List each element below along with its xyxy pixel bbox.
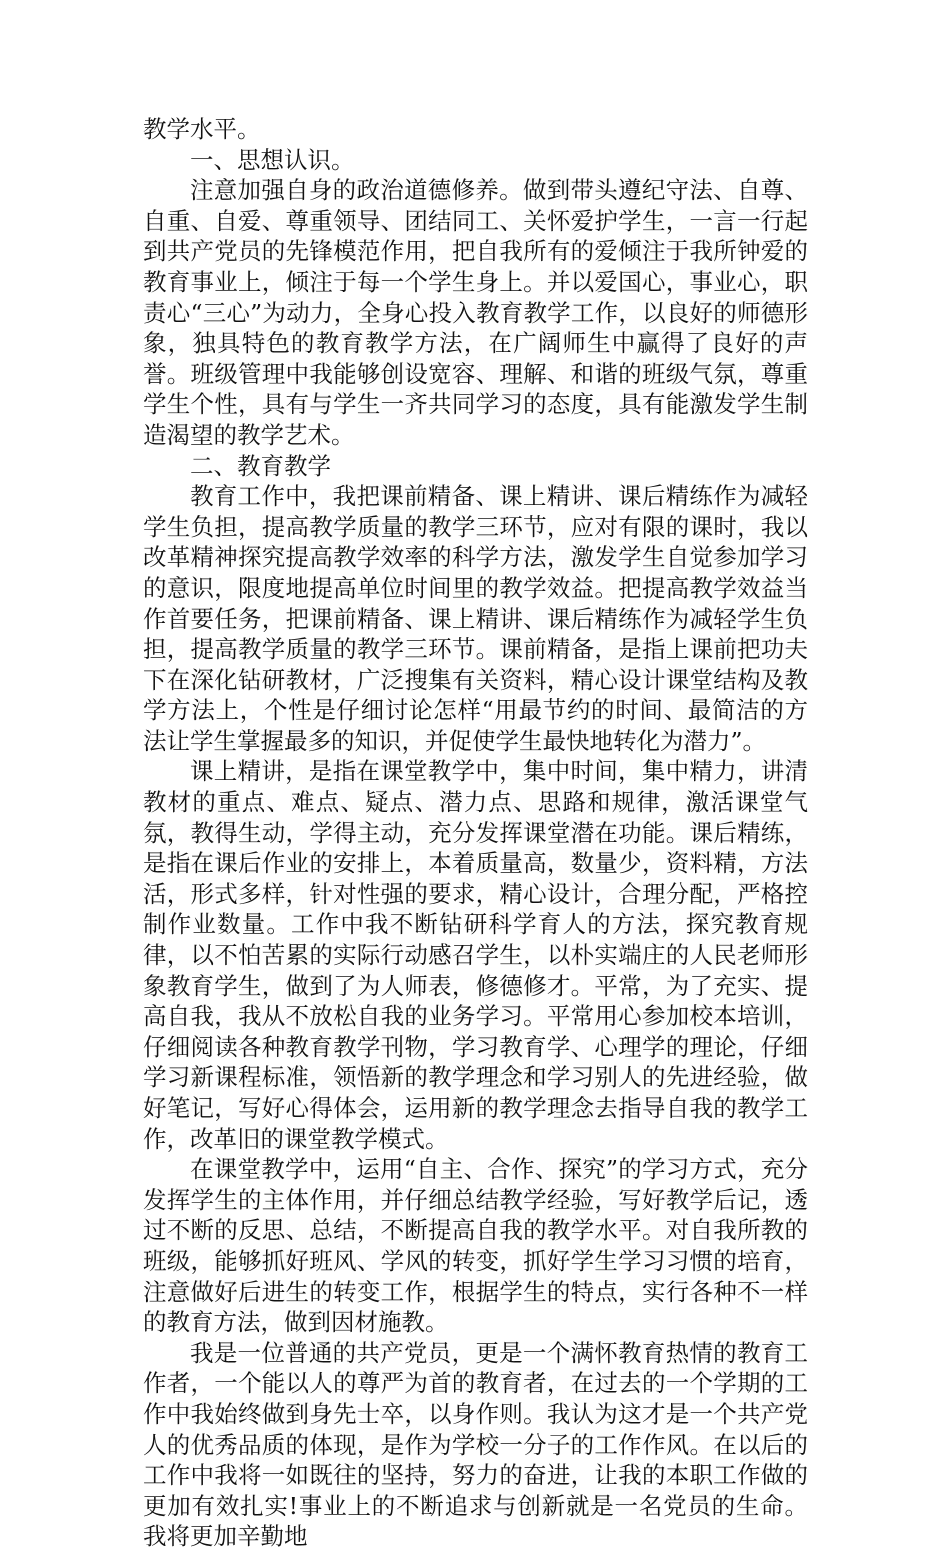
paragraph-teaching-prep: 教育工作中，我把课前精备、课上精讲、课后精练作为减轻学生负担，提高教学质量的教学三环节，应对有限的课时，我以改革精神探究提高教学效率的科学方法，激发学生自觉参加学习的意识，限度地提高单位时间里的教学效益。把提高教学效益当作首要任务，把课前精备、课上精讲、课后精练作为减轻学生负担，提高教学质量的教学三环节。课前精备，是指上课前把功夫下在深化钻研教材，广泛搜集有关资料，精心设计课堂结构及教学方法上，个性是仔细讨论怎样“用最节约的时间、最简洁的方法让学生掌握最多的知识，并促使学生最快地转化为潜力”。 [143, 482, 808, 755]
section-heading-ideology: 一、思想认识。 [190, 145, 355, 174]
section-heading-teaching: 二、教育教学 [190, 451, 331, 480]
paragraph-party-member: 我是一位普通的共产党员，更是一个满怀教育热情的教育工作者，一个能以人的尊严为首的教育者，在过去的一个学期的工作中我始终做到身先士卒，以身作则。我认为这才是一个共产党人的优秀品质的体现，是作为学校一分子的工作作风。在以后的工作中我将一如既往的坚持，努力的奋进，让我的本职工作做的更加有效扎实!事业上的不断追求与创新就是一名党员的生命。我将更加辛勤地 [143, 1338, 808, 1551]
paragraph-teaching-method: 在课堂教学中，运用“自主、合作、探究”的学习方式，充分发挥学生的主体作用，并仔细总结教学经验，写好教学后记，透过不断的反思、总结，不断提高自我的教学水平。对自我所教的班级，能够抓好班风、学风的转变，抓好学生学习习惯的培育，注意做好后进生的转变工作，根据学生的特点，实行各种不一样的教育方法，做到因材施教。 [143, 1155, 808, 1337]
paragraph-continuation: 教学水平。 [143, 115, 261, 143]
paragraph-teaching-class: 课上精讲，是指在课堂教学中，集中时间，集中精力，讲清教材的重点、难点、疑点、潜力点、思路和规律，激活课堂气氛，教得生动，学得主动，充分发挥课堂潜在功能。课后精练，是指在课后作业的安排上，本着质量高，数量少，资料精，方法活，形式多样，针对性强的要求，精心设计，合理分配，严格控制作业数量。工作中我不断钻研科学育人的方法，探究教育规律，以不怕苦累的实际行动感召学生，以朴实端庄的人民老师形象教育学生，做到了为人师表，修德修才。平常，为了充实、提高自我，我从不放松自我的业务学习。平常用心参加校本培训，仔细阅读各种教育教学刊物，学习教育学、心理学的理论，仔细学习新课程标准，领悟新的教学理念和学习别人的先进经验，做好笔记，写好心得体会，运用新的教学理念去指导自我的教学工作，改革旧的课堂教学模式。 [143, 757, 808, 1153]
document-body [143, 114, 808, 1552]
paragraph-ideology: 注意加强自身的政治道德修养。做到带头遵纪守法、自尊、自重、自爱、尊重领导、团结同工、关怀爱护学生，一言一行起到共产党员的先锋模范作用，把自我所有的爱倾注于我所钟爱的教育事业上，倾注于每一个学生身上。并以爱国心，事业心，职责心“三心”为动力，全身心投入教育教学工作，以良好的师德形象，独具特色的教育教学方法，在广阔师生中赢得了良好的声誉。班级管理中我能够创设宽容、理解、和谐的班级气氛，尊重学生个性，具有与学生一齐共同学习的态度，具有能激发学生制造渴望的教学艺术。 [143, 176, 808, 449]
